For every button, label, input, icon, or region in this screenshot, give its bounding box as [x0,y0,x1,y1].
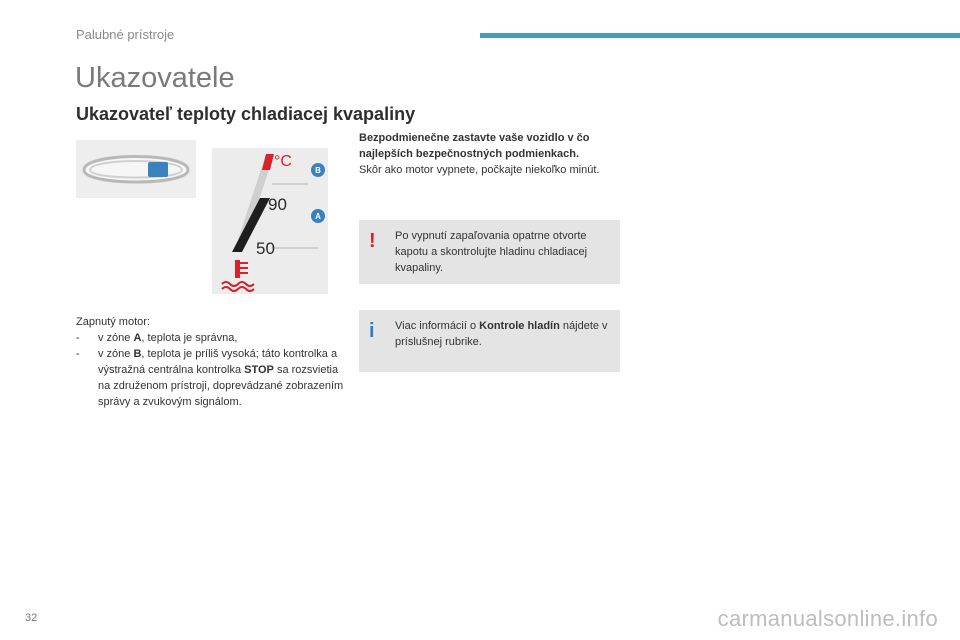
running-header: Palubné prístroje [76,27,175,42]
gauge-unit-label: °C [274,153,292,170]
stop-vehicle-bold-text: Bezpodmienečne zastavte vaše vozidlo v čo najlepších bezpečnostných podmienkach. [359,132,590,160]
info-icon: i [369,320,375,342]
engine-running-description [76,314,346,410]
gauge-tick-50: 50 [256,239,275,258]
page-number: 32 [25,612,38,624]
temperature-gauge-illustration [212,148,328,294]
warning-exclamation-icon: ! [369,230,376,252]
intro-text: Zapnutý motor: [76,316,150,328]
zone-b-badge: B [315,166,321,175]
list-item: - v zóne B, teplota je príliš vysoká; táto kontrolka a výstražná centrálna kontrolka STOP sa rozsvietia na združenom prístroji, doprevádzané zobrazením správy a zvukovým signálom. [76,348,344,408]
stop-vehicle-text: Skôr ako motor vypnete, počkajte niekoľko minút. [359,164,600,176]
stop-vehicle-instruction [359,130,624,178]
cluster-outline-icon [76,140,196,198]
header-accent-bar [480,33,960,38]
section-title: Ukazovateľ teploty chladiacej kvapaliny [76,104,416,124]
page-title: Ukazovatele [75,62,235,94]
watermark: carmanualsonline.info [717,606,938,631]
temperature-gauge [212,148,328,294]
list-item: - v zóne A, teplota je správna, [76,332,238,344]
cluster-illustration [76,140,196,198]
zone-a-badge: A [315,212,321,221]
gauge-tick-90: 90 [268,195,287,214]
warning-note [359,220,620,284]
warning-note-text: Po vypnutí zapaľovania opatrne otvorte kapotu a skontrolujte hladinu chladiacej kvapaliny. [395,230,588,274]
info-note [359,310,620,372]
info-note-text: Viac informácií o Kontrole hladín nájdete v príslušnej rubrike. [395,320,608,348]
